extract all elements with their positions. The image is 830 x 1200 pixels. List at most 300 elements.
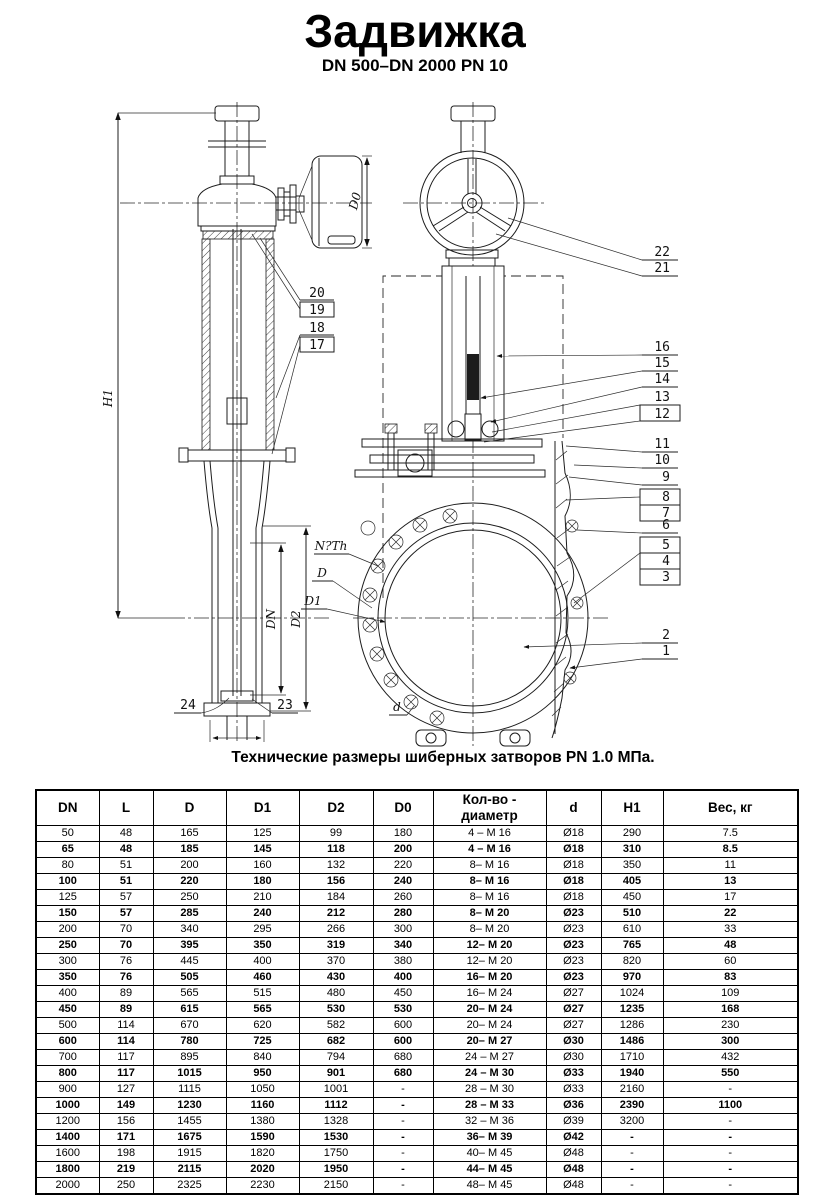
table-cell: 109 xyxy=(663,986,798,1002)
table-cell: Ø18 xyxy=(546,874,601,890)
table-cell: 1710 xyxy=(601,1050,663,1066)
table-cell: 565 xyxy=(226,1002,299,1018)
valve-technical-drawing xyxy=(100,98,800,748)
callout-13: 13 xyxy=(654,390,670,405)
callout-12: 12 xyxy=(654,407,670,422)
table-cell: 51 xyxy=(99,858,153,874)
table-header: D2 xyxy=(299,790,373,826)
table-row xyxy=(36,1066,798,1082)
table-cell: 100 xyxy=(36,874,99,890)
table-cell: Ø48 xyxy=(546,1162,601,1178)
table-row xyxy=(36,826,798,842)
table-cell: 250 xyxy=(99,1178,153,1195)
table-cell: 240 xyxy=(373,874,433,890)
table-cell: 156 xyxy=(99,1114,153,1130)
table-cell: - xyxy=(601,1162,663,1178)
table-cell: 12– M 20 xyxy=(433,938,546,954)
table-cell: 400 xyxy=(226,954,299,970)
table-cell: 125 xyxy=(226,826,299,842)
table-cell: 794 xyxy=(299,1050,373,1066)
table-cell: Ø18 xyxy=(546,858,601,874)
table-cell: Ø39 xyxy=(546,1114,601,1130)
table-cell: 57 xyxy=(99,890,153,906)
callout-2: 2 xyxy=(662,628,670,643)
table-cell: 44– M 45 xyxy=(433,1162,546,1178)
table-cell: 220 xyxy=(373,858,433,874)
table-cell: 350 xyxy=(601,858,663,874)
callout-9: 9 xyxy=(662,470,670,485)
table-cell: 530 xyxy=(373,1002,433,1018)
table-cell: 250 xyxy=(153,890,226,906)
table-cell: - xyxy=(663,1178,798,1195)
table-cell: 132 xyxy=(299,858,373,874)
table-header: H1 xyxy=(601,790,663,826)
table-cell: 20– M 27 xyxy=(433,1034,546,1050)
table-cell: - xyxy=(373,1098,433,1114)
table-cell: 83 xyxy=(663,970,798,986)
table-cell: 125 xyxy=(36,890,99,906)
table-cell: 300 xyxy=(373,922,433,938)
d-label: D xyxy=(317,566,327,580)
table-cell: 156 xyxy=(299,874,373,890)
table-cell: - xyxy=(663,1146,798,1162)
callout-21: 21 xyxy=(654,261,670,276)
table-cell: 900 xyxy=(36,1082,99,1098)
table-header: L xyxy=(99,790,153,826)
table-cell: 3200 xyxy=(601,1114,663,1130)
table-cell: 1486 xyxy=(601,1034,663,1050)
table-cell: Ø27 xyxy=(546,986,601,1002)
table-header: D xyxy=(153,790,226,826)
table-cell: Ø36 xyxy=(546,1098,601,1114)
table-cell: 2230 xyxy=(226,1178,299,1195)
table-cell: 1940 xyxy=(601,1066,663,1082)
table-header: Кол-во - диаметр xyxy=(433,790,546,826)
table-cell: Ø23 xyxy=(546,906,601,922)
table-cell: 1200 xyxy=(36,1114,99,1130)
nth-label: N?Th xyxy=(314,539,348,553)
table-cell: 8– M 20 xyxy=(433,922,546,938)
d1-label: D1 xyxy=(304,594,322,608)
table-cell: 48 xyxy=(99,842,153,858)
table-cell: 430 xyxy=(299,970,373,986)
callout-5: 5 xyxy=(662,538,670,553)
dimension-table xyxy=(35,789,799,1195)
table-cell: 2000 xyxy=(36,1178,99,1195)
table-cell: 565 xyxy=(153,986,226,1002)
table-cell: 22 xyxy=(663,906,798,922)
table-cell: 89 xyxy=(99,1002,153,1018)
table-cell: 24 – M 27 xyxy=(433,1050,546,1066)
h1-label: H1 xyxy=(101,388,115,408)
table-cell: Ø23 xyxy=(546,938,601,954)
table-cell: 970 xyxy=(601,970,663,986)
table-cell: 680 xyxy=(373,1050,433,1066)
table-cell: Ø27 xyxy=(546,1018,601,1034)
table-cell: Ø23 xyxy=(546,954,601,970)
table-cell: 220 xyxy=(153,874,226,890)
table-cell: 725 xyxy=(226,1034,299,1050)
table-row xyxy=(36,842,798,858)
table-cell: 1235 xyxy=(601,1002,663,1018)
bottom-callouts xyxy=(174,698,298,713)
gearbox xyxy=(198,176,304,239)
table-cell: 350 xyxy=(226,938,299,954)
table-cell: 210 xyxy=(226,890,299,906)
table-cell: 670 xyxy=(153,1018,226,1034)
table-cell: 230 xyxy=(663,1018,798,1034)
table-cell: 610 xyxy=(601,922,663,938)
table-cell: 145 xyxy=(226,842,299,858)
table-cell: 895 xyxy=(153,1050,226,1066)
table-cell: - xyxy=(663,1114,798,1130)
table-cell: 200 xyxy=(36,922,99,938)
table-cell: Ø27 xyxy=(546,1002,601,1018)
left-callouts xyxy=(252,234,334,454)
table-cell: 48– M 45 xyxy=(433,1178,546,1195)
table-cell: 1800 xyxy=(36,1162,99,1178)
table-cell: 184 xyxy=(299,890,373,906)
callout-3: 3 xyxy=(662,570,670,585)
table-row xyxy=(36,954,798,970)
table-cell: 405 xyxy=(601,874,663,890)
table-cell: 99 xyxy=(299,826,373,842)
table-cell: 1112 xyxy=(299,1098,373,1114)
table-cell: 600 xyxy=(373,1034,433,1050)
table-cell: 8– M 16 xyxy=(433,858,546,874)
table-cell: 118 xyxy=(299,842,373,858)
table-row xyxy=(36,1178,798,1195)
table-cell: 240 xyxy=(226,906,299,922)
table-cell: 150 xyxy=(36,906,99,922)
table-cell: - xyxy=(663,1130,798,1146)
table-cell: 2115 xyxy=(153,1162,226,1178)
table-cell: 510 xyxy=(601,906,663,922)
table-cell: 114 xyxy=(99,1034,153,1050)
table-cell: 300 xyxy=(36,954,99,970)
table-cell: Ø33 xyxy=(546,1066,601,1082)
table-cell: 1600 xyxy=(36,1146,99,1162)
table-cell: 2020 xyxy=(226,1162,299,1178)
table-cell: 340 xyxy=(373,938,433,954)
table-cell: 4 – M 16 xyxy=(433,826,546,842)
table-cell: 950 xyxy=(226,1066,299,1082)
table-cell: - xyxy=(663,1082,798,1098)
table-cell: 80 xyxy=(36,858,99,874)
table-cell: 16– M 20 xyxy=(433,970,546,986)
table-cell: 515 xyxy=(226,986,299,1002)
table-cell: 200 xyxy=(153,858,226,874)
table-row xyxy=(36,970,798,986)
table-cell: 76 xyxy=(99,970,153,986)
callout-18: 18 xyxy=(309,321,325,336)
table-row xyxy=(36,874,798,890)
table-cell: 1001 xyxy=(299,1082,373,1098)
table-cell: 350 xyxy=(36,970,99,986)
dimension-d0 xyxy=(346,156,372,248)
table-cell: 33 xyxy=(663,922,798,938)
table-header: Вес, кг xyxy=(663,790,798,826)
table-cell: 1100 xyxy=(663,1098,798,1114)
table-cell: 765 xyxy=(601,938,663,954)
d-small-label: d xyxy=(393,700,401,714)
table-cell: 2325 xyxy=(153,1178,226,1195)
table-row xyxy=(36,1050,798,1066)
table-cell: 12– M 20 xyxy=(433,954,546,970)
table-cell: 460 xyxy=(226,970,299,986)
table-cell: 530 xyxy=(299,1002,373,1018)
right-callouts xyxy=(481,218,680,668)
table-cell: 28 – M 33 xyxy=(433,1098,546,1114)
table-row xyxy=(36,1034,798,1050)
d0-label: D0 xyxy=(346,190,365,212)
table-cell: 24 – M 30 xyxy=(433,1066,546,1082)
dn-label: DN xyxy=(264,608,278,630)
table-cell: - xyxy=(601,1130,663,1146)
table-row xyxy=(36,1002,798,1018)
table-cell: 70 xyxy=(99,938,153,954)
table-cell: 395 xyxy=(153,938,226,954)
table-cell: 16– M 24 xyxy=(433,986,546,1002)
table-cell: 295 xyxy=(226,922,299,938)
table-cell: 1750 xyxy=(299,1146,373,1162)
table-cell: 127 xyxy=(99,1082,153,1098)
table-cell: - xyxy=(373,1178,433,1195)
table-cell: 89 xyxy=(99,986,153,1002)
table-row xyxy=(36,1162,798,1178)
callout-10: 10 xyxy=(654,453,670,468)
table-cell: 8– M 20 xyxy=(433,906,546,922)
table-cell: 550 xyxy=(663,1066,798,1082)
callout-14: 14 xyxy=(654,372,670,387)
callout-17: 17 xyxy=(309,338,325,353)
table-cell: 180 xyxy=(226,874,299,890)
table-cell: 48 xyxy=(99,826,153,842)
table-cell: 36– M 39 xyxy=(433,1130,546,1146)
callout-7: 7 xyxy=(662,506,670,521)
table-cell: - xyxy=(373,1130,433,1146)
table-cell: 70 xyxy=(99,922,153,938)
table-cell: 212 xyxy=(299,906,373,922)
table-cell: 65 xyxy=(36,842,99,858)
table-header: DN xyxy=(36,790,99,826)
table-cell: 600 xyxy=(36,1034,99,1050)
table-cell: 600 xyxy=(373,1018,433,1034)
table-cell: 260 xyxy=(373,890,433,906)
table-header: d xyxy=(546,790,601,826)
callout-16: 16 xyxy=(654,340,670,355)
table-cell: 198 xyxy=(99,1146,153,1162)
table-cell: 117 xyxy=(99,1066,153,1082)
table-cell: 32 – M 36 xyxy=(433,1114,546,1130)
table-row xyxy=(36,938,798,954)
table-cell: 171 xyxy=(99,1130,153,1146)
table-cell: 60 xyxy=(663,954,798,970)
table-cell: 7.5 xyxy=(663,826,798,842)
callout-6: 6 xyxy=(662,518,670,533)
table-cell: 582 xyxy=(299,1018,373,1034)
table-cell: 445 xyxy=(153,954,226,970)
table-cell: Ø30 xyxy=(546,1050,601,1066)
table-cell: 500 xyxy=(36,1018,99,1034)
table-cell: 219 xyxy=(99,1162,153,1178)
table-cell: 50 xyxy=(36,826,99,842)
table-cell: - xyxy=(373,1082,433,1098)
table-cell: 450 xyxy=(601,890,663,906)
table-cell: 280 xyxy=(373,906,433,922)
table-cell: 700 xyxy=(36,1050,99,1066)
d2-label: D2 xyxy=(289,610,303,628)
table-cell: 319 xyxy=(299,938,373,954)
table-cell: 682 xyxy=(299,1034,373,1050)
table-cell: 1675 xyxy=(153,1130,226,1146)
table-cell: Ø33 xyxy=(546,1082,601,1098)
table-cell: 480 xyxy=(299,986,373,1002)
table-row xyxy=(36,906,798,922)
table-row xyxy=(36,1018,798,1034)
table-cell: 1015 xyxy=(153,1066,226,1082)
table-cell: 1286 xyxy=(601,1018,663,1034)
table-cell: 1230 xyxy=(153,1098,226,1114)
table-cell: 11 xyxy=(663,858,798,874)
table-cell: 114 xyxy=(99,1018,153,1034)
table-body xyxy=(36,826,798,1195)
table-row xyxy=(36,1082,798,1098)
table-cell: 2390 xyxy=(601,1098,663,1114)
callout-20: 20 xyxy=(309,286,325,301)
table-row xyxy=(36,1146,798,1162)
table-cell: Ø48 xyxy=(546,1146,601,1162)
table-cell: 450 xyxy=(36,1002,99,1018)
table-cell: 820 xyxy=(601,954,663,970)
front-dim-labels xyxy=(301,539,414,715)
table-cell: 290 xyxy=(601,826,663,842)
table-cell: 400 xyxy=(36,986,99,1002)
table-cell: 266 xyxy=(299,922,373,938)
table-cell: 615 xyxy=(153,1002,226,1018)
table-cell: - xyxy=(601,1178,663,1195)
table-row xyxy=(36,986,798,1002)
table-cell: 1950 xyxy=(299,1162,373,1178)
table-cell: 1160 xyxy=(226,1098,299,1114)
table-cell: 1024 xyxy=(601,986,663,1002)
table-row xyxy=(36,858,798,874)
callout-22: 22 xyxy=(654,245,670,260)
table-cell: 1530 xyxy=(299,1130,373,1146)
table-cell: 901 xyxy=(299,1066,373,1082)
table-cell: 76 xyxy=(99,954,153,970)
table-header-row xyxy=(36,790,798,826)
table-cell: 310 xyxy=(601,842,663,858)
table-row xyxy=(36,1130,798,1146)
table-cell: 380 xyxy=(373,954,433,970)
table-cell: 680 xyxy=(373,1066,433,1082)
table-header: D0 xyxy=(373,790,433,826)
table-cell: 17 xyxy=(663,890,798,906)
table-cell: 117 xyxy=(99,1050,153,1066)
table-cell: 400 xyxy=(373,970,433,986)
table-cell: 285 xyxy=(153,906,226,922)
table-cell: 180 xyxy=(373,826,433,842)
table-cell: 28 – M 30 xyxy=(433,1082,546,1098)
table-cell: 1380 xyxy=(226,1114,299,1130)
table-cell: 370 xyxy=(299,954,373,970)
table-cell: - xyxy=(373,1146,433,1162)
table-row xyxy=(36,922,798,938)
table-cell: 1050 xyxy=(226,1082,299,1098)
table-cell: 1820 xyxy=(226,1146,299,1162)
table-cell: 250 xyxy=(36,938,99,954)
table-cell: Ø23 xyxy=(546,970,601,986)
table-header: D1 xyxy=(226,790,299,826)
table-cell: 2150 xyxy=(299,1178,373,1195)
callout-4: 4 xyxy=(662,554,670,569)
table-cell: 8.5 xyxy=(663,842,798,858)
table-cell: 620 xyxy=(226,1018,299,1034)
table-cell: 48 xyxy=(663,938,798,954)
table-cell: 160 xyxy=(226,858,299,874)
table-cell: 1000 xyxy=(36,1098,99,1114)
table-cell: Ø23 xyxy=(546,922,601,938)
table-cell: 13 xyxy=(663,874,798,890)
table-cell: 1328 xyxy=(299,1114,373,1130)
dimension-table-wrap xyxy=(35,789,799,1195)
callout-8: 8 xyxy=(662,490,670,505)
callout-24: 24 xyxy=(180,698,196,713)
table-cell: 8– M 16 xyxy=(433,890,546,906)
callout-15: 15 xyxy=(654,356,670,371)
table-cell: Ø30 xyxy=(546,1034,601,1050)
table-cell: 2160 xyxy=(601,1082,663,1098)
table-cell: 340 xyxy=(153,922,226,938)
table-row xyxy=(36,1114,798,1130)
table-cell: 149 xyxy=(99,1098,153,1114)
table-cell: - xyxy=(663,1162,798,1178)
dimension-dn xyxy=(250,543,286,695)
table-cell: 1590 xyxy=(226,1130,299,1146)
table-cell: 780 xyxy=(153,1034,226,1050)
table-cell: 1400 xyxy=(36,1130,99,1146)
table-cell: Ø42 xyxy=(546,1130,601,1146)
table-cell: 840 xyxy=(226,1050,299,1066)
table-cell: 4 – M 16 xyxy=(433,842,546,858)
table-cell: Ø18 xyxy=(546,842,601,858)
table-cell: 432 xyxy=(663,1050,798,1066)
left-view xyxy=(101,102,372,743)
table-cell: 300 xyxy=(663,1034,798,1050)
page-title: Задвижка xyxy=(304,5,526,57)
table-cell: 1455 xyxy=(153,1114,226,1130)
table-cell: 57 xyxy=(99,906,153,922)
callout-19: 19 xyxy=(309,303,325,318)
table-cell: 1115 xyxy=(153,1082,226,1098)
table-cell: 165 xyxy=(153,826,226,842)
table-cell: - xyxy=(373,1162,433,1178)
table-cell: 200 xyxy=(373,842,433,858)
table-cell: 20– M 24 xyxy=(433,1002,546,1018)
table-row xyxy=(36,1098,798,1114)
callout-11: 11 xyxy=(654,437,670,452)
table-cell: 20– M 24 xyxy=(433,1018,546,1034)
table-row xyxy=(36,890,798,906)
table-cell: 450 xyxy=(373,986,433,1002)
table-cell: 8– M 16 xyxy=(433,874,546,890)
callout-1: 1 xyxy=(662,644,670,659)
table-cell: 51 xyxy=(99,874,153,890)
table-cell: 505 xyxy=(153,970,226,986)
table-cell: 185 xyxy=(153,842,226,858)
page-subtitle: DN 500–DN 2000 PN 10 xyxy=(321,56,509,75)
